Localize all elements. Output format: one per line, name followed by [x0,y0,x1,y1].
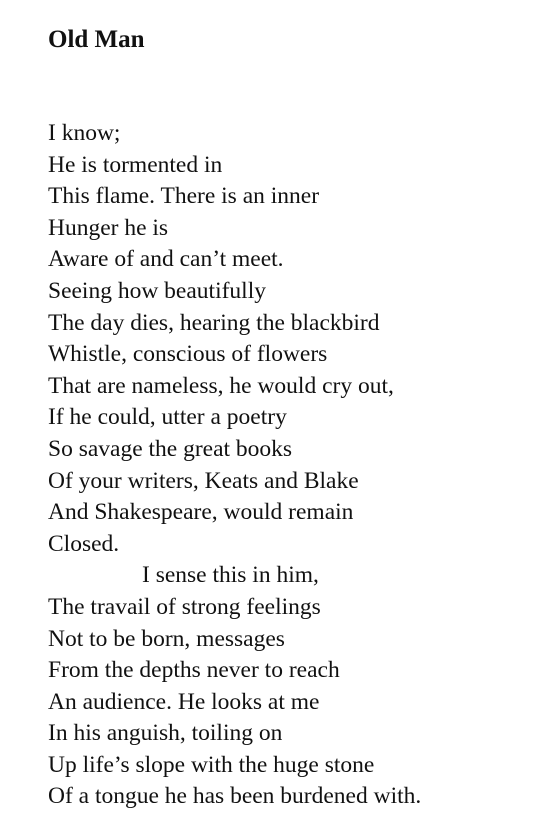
poem-body [48,118,421,813]
poem-line: And Shakespeare, would remain [48,499,354,526]
poem-line: That are nameless, he would cry out, [48,372,394,399]
poem-line: The day dies, hearing the blackbird [48,309,380,336]
poem-line: Hunger he is [48,214,169,241]
poem-line: Seeing how beautifully [48,277,266,304]
poem-line: The travail of strong feelings [48,593,321,620]
poem-line: From the depths never to reach [48,657,340,684]
poem-line: Whistle, conscious of flowers [48,341,328,368]
poem-line: This flame. There is an inner [48,183,320,210]
poem-line: He is tormented in [48,151,223,178]
poem-line: In his anguish, toiling on [48,720,283,747]
poem-line: Of your writers, Keats and Blake [48,467,359,494]
poem-line: Closed. [48,530,120,557]
poem-line: Up life’s slope with the huge stone [48,751,375,778]
poem-line: An audience. He looks at me [48,688,320,715]
poem-line: I know; [48,120,121,146]
poem-line: If he could, utter a poetry [48,404,287,431]
poem-title: Old Man [48,26,145,53]
poem-line: Of a tongue he has been burdened with. [48,783,422,810]
poem-line-indented: I sense this in him, [142,562,319,589]
poem-line: So savage the great books [48,435,293,462]
poem-line: Aware of and can’t meet. [48,246,284,273]
poem-line: Not to be born, messages [48,625,285,652]
